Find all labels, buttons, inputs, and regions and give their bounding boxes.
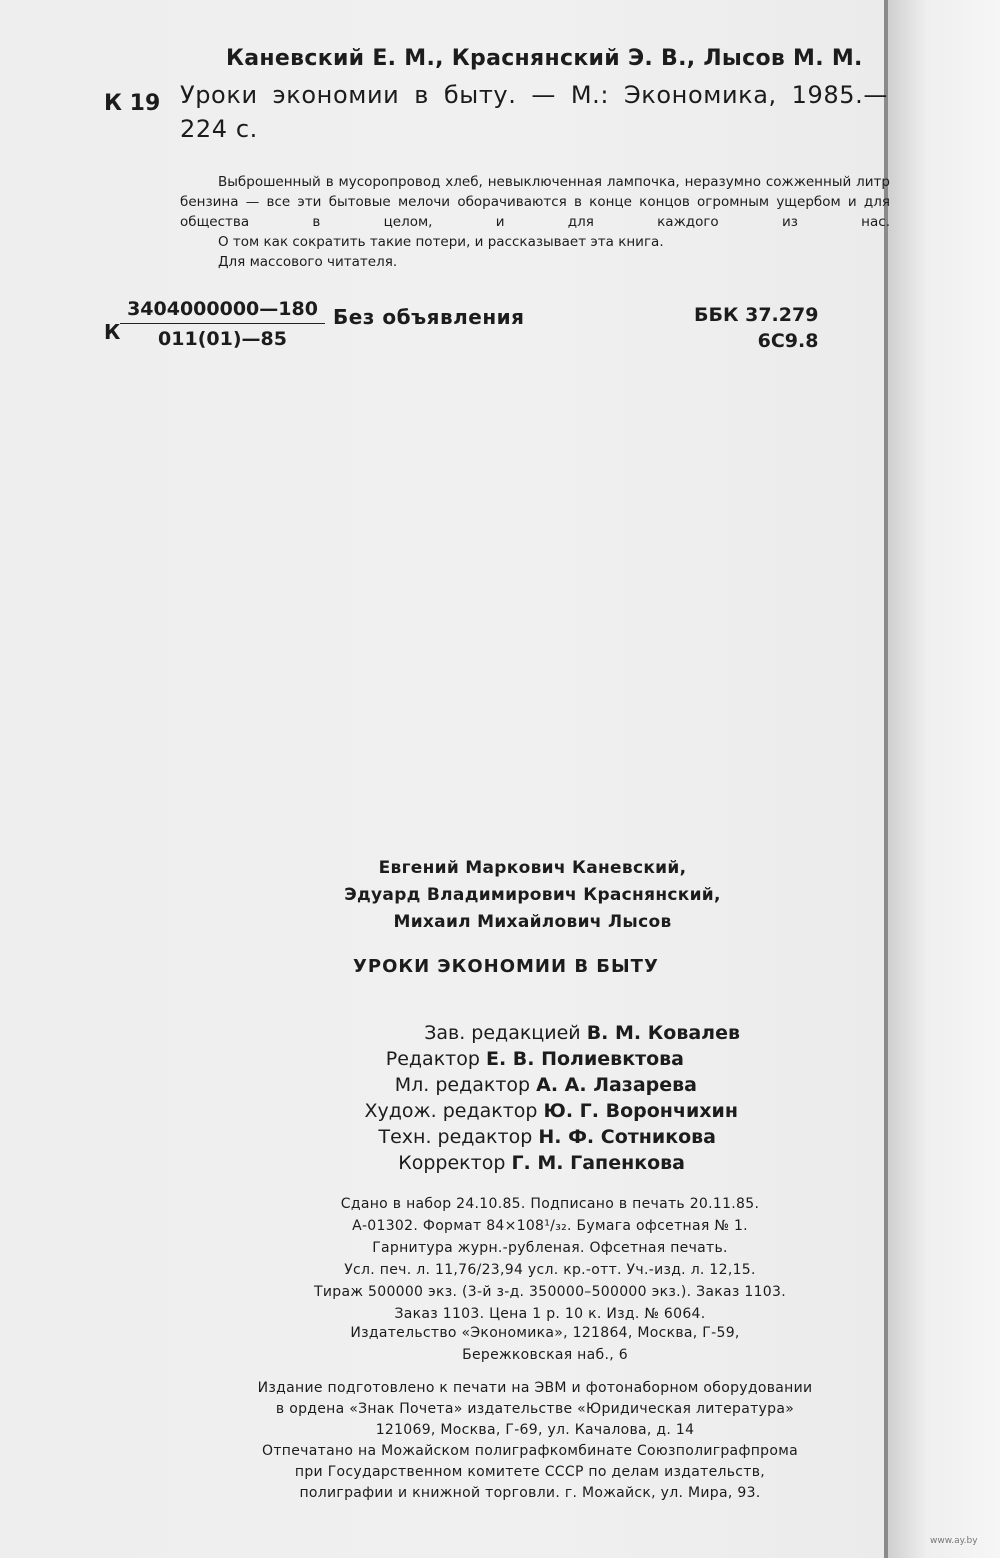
index-letter: К	[104, 320, 121, 344]
credit-line	[300, 1046, 740, 1072]
preparation-line: 121069, Москва, Г-69, ул. Качалова, д. 14	[375, 1422, 695, 1438]
imprint-line: Гарнитура журн.-рубленая. Офсетная печать.	[372, 1240, 728, 1256]
printing-block	[170, 1441, 890, 1504]
udc-code: 6С9.8	[757, 330, 819, 352]
imprint-line: Заказ 1103. Цена 1 р. 10 к. Изд. № 6064.	[394, 1306, 706, 1322]
preparation-line: Издание подготовлено к печати на ЭВМ и фотонаборном оборудовании	[257, 1380, 813, 1396]
imprint-line: Сдано в набор 24.10.85. Подписано в печать 20.11.85.	[340, 1196, 760, 1212]
authors-header: Каневский Е. М., Краснянский Э. В., Лысов М. М.	[226, 46, 863, 71]
credit-line	[300, 1072, 740, 1098]
bibliographic-title: Уроки экономии в быту. — М.: Экономика, 1985.— 224 с.	[180, 81, 888, 143]
author-name: Эдуард Владимирович Краснянский,	[344, 885, 721, 905]
no-ads-label: Без объявления	[333, 305, 525, 329]
credit-role: Редактор	[385, 1048, 480, 1070]
credit-line	[300, 1020, 740, 1046]
next-page-strip	[888, 0, 1000, 1558]
preparation-line: в ордена «Знак Почета» издательстве «Юридическая литература»	[275, 1401, 795, 1417]
credit-role: Худож. редактор	[364, 1100, 538, 1122]
annotation-paragraph: Для массового читателя.	[218, 254, 398, 270]
publisher-line: Издательство «Экономика», 121864, Москва, Г-59,	[350, 1325, 740, 1341]
credit-name: Ю. Г. Ворончихин	[543, 1100, 738, 1122]
site-watermark: www.ay.by	[930, 1536, 978, 1546]
index-denominator: 011(01)—85	[158, 328, 287, 350]
author-name: Евгений Маркович Каневский,	[378, 858, 687, 878]
credit-name: Е. В. Полиевктова	[485, 1048, 684, 1070]
publisher-line: Бережковская наб., 6	[462, 1347, 628, 1363]
book-title: УРОКИ ЭКОНОМИИ В БЫТУ	[353, 956, 659, 977]
imprint-block	[260, 1193, 840, 1325]
full-author-names	[300, 855, 765, 936]
printing-line: полиграфии и книжной торговли. г. Можайск, ул. Мира, 93.	[299, 1485, 761, 1501]
annotation-paragraph: Выброшенный в мусоропровод хлеб, невыключенная лампочка, неразумно сожженный литр бензина — все эти бытовые мелочи оборачиваются в конце концов огромным ущербом и для общества в целом, и для каждого из нас.	[180, 174, 890, 230]
bbk-code: ББК 37.279	[694, 304, 819, 326]
printing-line: Отпечатано на Можайском полиграфкомбинате Союзполиграфпрома	[262, 1443, 798, 1459]
preparation-block	[170, 1378, 900, 1441]
imprint-line: А-01302. Формат 84×108¹/₃₂. Бумага офсетная № 1.	[352, 1218, 748, 1234]
credit-role: Техн. редактор	[378, 1126, 533, 1148]
imprint-line: Усл. печ. л. 11,76/23,94 усл. кр.-отт. Уч.-изд. л. 12,15.	[344, 1262, 756, 1278]
printing-line: при Государственном комитете СССР по делам издательств,	[294, 1464, 766, 1480]
imprint-line: Тираж 500000 экз. (3-й з-д. 350000–500000 экз.). Заказ 1103.	[314, 1284, 786, 1300]
credit-line	[300, 1150, 740, 1176]
credits-list	[300, 1020, 740, 1176]
credit-line	[300, 1124, 740, 1150]
author-name: Михаил Михайлович Лысов	[393, 912, 672, 932]
credit-role: Зав. редакцией	[424, 1022, 581, 1044]
credit-line	[300, 1098, 740, 1124]
credit-role: Мл. редактор	[394, 1074, 531, 1096]
index-fraction	[120, 298, 325, 350]
catalog-code: К 19	[104, 91, 161, 116]
credit-name: А. А. Лазарева	[536, 1074, 697, 1096]
credit-name: Г. М. Гапенкова	[511, 1152, 685, 1174]
bbk-block	[694, 302, 818, 354]
annotation-paragraph: О том как сократить такие потери, и рассказывает эта книга.	[218, 234, 664, 250]
publisher-block	[280, 1322, 810, 1366]
annotation	[180, 172, 890, 272]
credit-name: Н. Ф. Сотникова	[538, 1126, 716, 1148]
credit-role: Корректор	[398, 1152, 506, 1174]
index-numerator: 3404000000—180	[120, 298, 325, 324]
credit-name: В. М. Ковалев	[586, 1022, 740, 1044]
